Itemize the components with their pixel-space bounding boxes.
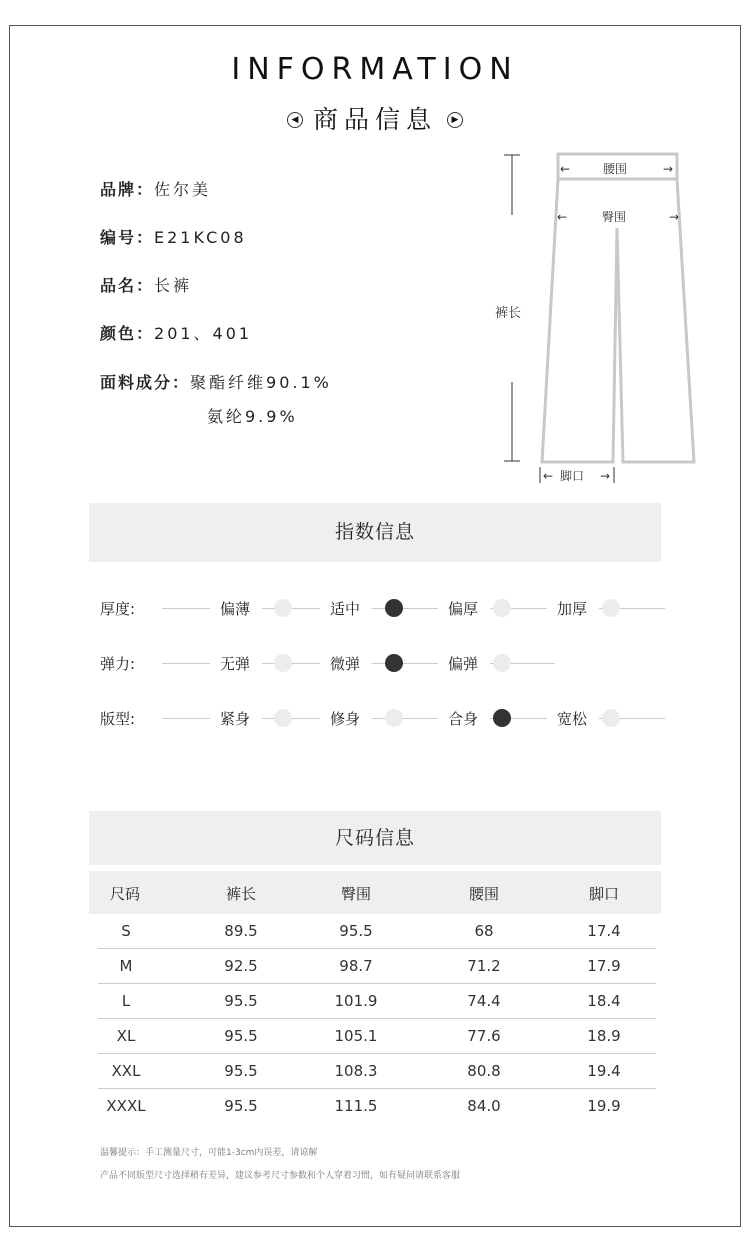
index-dot-selected — [493, 709, 511, 727]
index-dot — [274, 654, 292, 672]
pants-diagram — [480, 145, 710, 490]
arrow-left-icon: ◀ — [287, 112, 303, 128]
size-cell: 71.2 — [467, 957, 501, 975]
info-code — [100, 225, 247, 248]
index-option: 合身 — [438, 708, 490, 729]
hem-label: 脚口 — [560, 469, 585, 483]
size-cell: XXL — [111, 1062, 141, 1080]
index-label: 版型: — [100, 710, 136, 728]
info-label: 颜色： — [100, 324, 155, 343]
index-option: 偏薄 — [210, 598, 262, 619]
note-measurement: 温馨提示：手工测量尺寸，可能1-3cm内误差，请谅解 — [100, 1148, 318, 1158]
index-row-elasticity — [100, 651, 665, 675]
index-option: 无弹 — [210, 653, 262, 674]
info-value-2: 氨纶9.9% — [207, 407, 298, 426]
index-option: 偏厚 — [438, 598, 490, 619]
table-row — [98, 914, 656, 949]
size-header-cell: 裤长 — [225, 885, 256, 903]
info-value: 聚酯纤维90.1% — [190, 373, 332, 392]
size-cell: 111.5 — [334, 1097, 378, 1115]
table-row — [98, 1089, 656, 1124]
info-value: 佐尔美 — [154, 180, 212, 199]
size-header-cell: 臀围 — [340, 885, 371, 903]
hip-arrow-right-icon: → — [669, 210, 680, 224]
index-dot — [493, 599, 511, 617]
title-cn — [0, 100, 750, 136]
size-cell: 108.3 — [334, 1062, 378, 1080]
index-option: 宽松 — [547, 708, 599, 729]
length-label: 裤长 — [495, 306, 522, 321]
hip-label: 臀围 — [602, 210, 627, 224]
index-dot — [274, 709, 292, 727]
size-cell: 17.4 — [587, 922, 621, 940]
index-option: 微弹 — [320, 653, 372, 674]
index-dot-selected — [385, 654, 403, 672]
table-row — [98, 1019, 656, 1054]
size-cell: 101.9 — [334, 992, 378, 1010]
index-dot — [385, 709, 403, 727]
index-dot — [602, 709, 620, 727]
index-label: 弹力: — [100, 655, 136, 673]
size-header-cell: 脚口 — [588, 885, 619, 903]
waist-arrow-left-icon: ← — [560, 162, 571, 176]
index-option: 紧身 — [210, 708, 262, 729]
size-cell: 17.9 — [587, 957, 621, 975]
size-cell: 84.0 — [467, 1097, 501, 1115]
size-cell: XL — [116, 1027, 136, 1045]
info-color — [100, 321, 252, 344]
size-cell: 18.4 — [587, 992, 621, 1010]
info-label: 面料成分： — [100, 373, 191, 392]
info-name — [100, 273, 192, 296]
note-fit: 产品不同版型尺寸选择稍有差异，建议参考尺寸参数和个人穿着习惯，如有疑问请联系客服 — [100, 1171, 461, 1181]
index-option: 修身 — [320, 708, 372, 729]
size-cell: 18.9 — [587, 1027, 621, 1045]
title-en: INFORMATION — [231, 52, 519, 87]
info-label: 品名： — [100, 276, 155, 295]
size-cell: M — [119, 957, 133, 975]
size-cell: 19.9 — [587, 1097, 621, 1115]
index-dot — [602, 599, 620, 617]
index-row-fit — [100, 706, 665, 730]
table-row — [98, 1054, 656, 1089]
info-value: E21KC08 — [154, 228, 247, 247]
size-cell: 80.8 — [467, 1062, 501, 1080]
size-cell: S — [121, 922, 131, 940]
index-row-thickness — [100, 596, 665, 620]
size-header-cell: 腰围 — [468, 885, 499, 903]
size-cell: 95.5 — [224, 1062, 258, 1080]
index-dot — [493, 654, 511, 672]
info-label: 编号： — [100, 228, 155, 247]
size-cell: 77.6 — [467, 1027, 501, 1045]
size-cell: 105.1 — [334, 1027, 378, 1045]
size-table-header — [89, 871, 661, 914]
index-option: 偏弹 — [438, 653, 490, 674]
size-cell: 68 — [474, 922, 494, 940]
info-brand — [100, 177, 211, 200]
index-option: 适中 — [320, 598, 372, 619]
info-value: 长裤 — [154, 276, 193, 295]
index-option: 加厚 — [547, 598, 599, 619]
table-row — [98, 949, 656, 984]
hem-arrow-right-icon: → — [600, 469, 611, 483]
info-fabric-2 — [207, 404, 298, 427]
size-cell: 98.7 — [339, 957, 373, 975]
index-dot — [274, 599, 292, 617]
size-cell: 92.5 — [224, 957, 258, 975]
info-value: 201、401 — [154, 324, 253, 343]
arrow-right-icon: ▶ — [447, 112, 463, 128]
size-section-title: 尺码信息 — [89, 811, 661, 865]
size-cell: 95.5 — [339, 922, 373, 940]
info-label: 品牌： — [100, 180, 155, 199]
size-cell: XXXL — [106, 1097, 146, 1115]
table-row — [98, 984, 656, 1019]
hip-arrow-left-icon: ← — [557, 210, 568, 224]
size-cell: 95.5 — [224, 1097, 258, 1115]
size-cell: 95.5 — [224, 1027, 258, 1045]
info-fabric — [100, 370, 332, 393]
waist-label: 腰围 — [603, 162, 628, 176]
index-section-title: 指数信息 — [89, 503, 661, 562]
index-dot-selected — [385, 599, 403, 617]
hem-arrow-left-icon: ← — [543, 469, 554, 483]
size-header-cell: 尺码 — [109, 885, 140, 903]
size-cell: 95.5 — [224, 992, 258, 1010]
size-cell: 89.5 — [224, 922, 258, 940]
index-label: 厚度: — [100, 600, 136, 618]
size-cell: 74.4 — [467, 992, 501, 1010]
title-cn-text: 商品信息 — [312, 105, 437, 134]
waist-arrow-right-icon: → — [663, 162, 674, 176]
size-cell: 19.4 — [587, 1062, 621, 1080]
size-cell: L — [121, 992, 131, 1010]
